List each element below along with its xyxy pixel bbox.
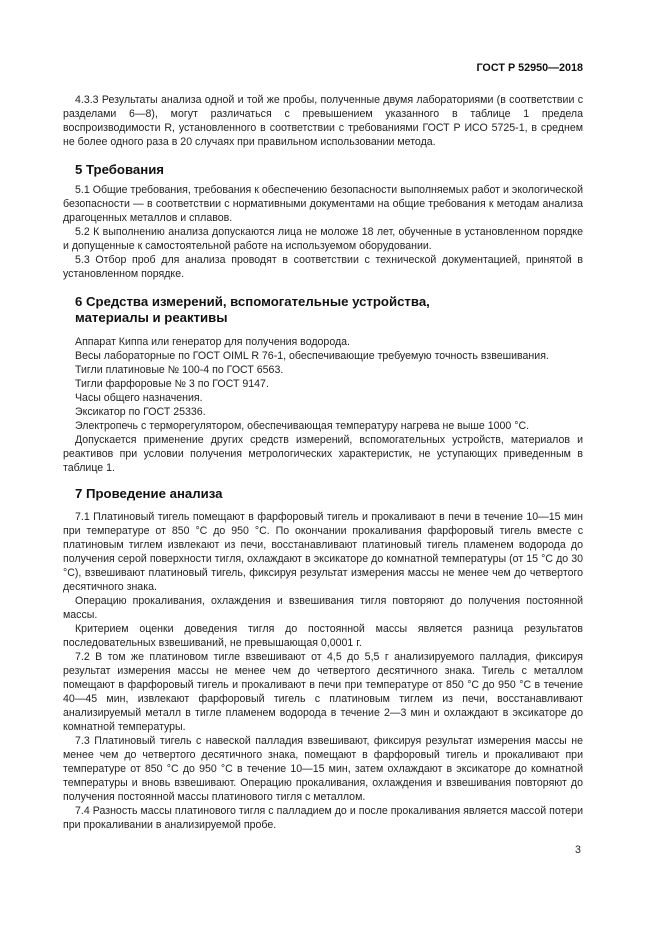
paragraph-5-2: 5.2 К выполнению анализа допускаются лица не моложе 18 лет, обученные в установленном порядке и допущенные к самостоятельной работе на используемом оборудовании. bbox=[63, 226, 583, 252]
equipment-item: Часы общего назначения. bbox=[75, 392, 203, 404]
section-5 bbox=[63, 162, 583, 281]
paragraph-5-1: 5.1 Общие требования, требования к обеспечению безопасности выполняемых работ и экологической безопасности — в соответствии с нормативными документами на общие требования к методам анализа драгоценных металлов и сплавов. bbox=[63, 184, 583, 224]
section-4-3-3 bbox=[63, 93, 583, 149]
equipment-item: Электропечь с терморегулятором, обеспечивающая температуру нагрева не выше 1000 °С. bbox=[75, 420, 530, 432]
document-header-id: ГОСТ Р 52950—2018 bbox=[476, 62, 583, 74]
equipment-item: Тигли платиновые № 100-4 по ГОСТ 6563. bbox=[75, 364, 284, 376]
equipment-item: Тигли фарфоровые № 3 по ГОСТ 9147. bbox=[75, 378, 269, 390]
section-6 bbox=[63, 294, 583, 475]
equipment-note: Допускается применение других средств измерений, вспомогательных устройств, материалов и реактивов при условии получения метрологических характеристик, не уступающих приведенным в таблице 1. bbox=[63, 434, 583, 474]
section-5-heading: 5 Требования bbox=[75, 162, 165, 177]
section-7-heading: 7 Проведение анализа bbox=[75, 486, 223, 501]
paragraph-7-1-criterion: Критерием оценки доведения тигля до постоянной массы является разница результатов последовательных взвешиваний, не превышающая 0,0001 г. bbox=[63, 623, 583, 649]
paragraph-7-1-repeat: Операцию прокаливания, охлаждения и взвешивания тигля повторяют до получения постоянной массы. bbox=[63, 595, 583, 621]
page-number: 3 bbox=[575, 844, 581, 856]
section-6-heading-line2: материалы и реактивы bbox=[75, 310, 228, 325]
paragraph-7-3: 7.3 Платиновый тигель с навеской палладия взвешивают, фиксируя результат измерения массы не менее чем до четвертого десятичного знака, помещают в фарфоровый тигель и прокаливают при температуре от 850 °С до 950 °С в течение 10—15 мин, затем охлаждают в эксикаторе до комнатной температуры и вновь взвешивают. Операцию прокаливания, охлаждения и взвешивания повторяют до получения постоянной массы платинового тигля с металлом. bbox=[63, 735, 583, 803]
section-7 bbox=[63, 486, 583, 832]
paragraph-7-1: 7.1 Платиновый тигель помещают в фарфоровый тигель и прокаливают в печи в течение 10—15 мин при температуре от 850 °С до 950 °С. По окончании прокаливания фарфоровый тигель вместе с платиновым тиглем извлекают из печи, восстанавливают платиновый тигель пламенем водорода до получения серой поверхности тигля, охлаждают в эксикаторе до комнатной температуры (от 15 °С до 30 °С), взвешивают платиновый тигель, фиксируя результат измерения массы не менее чем до четвертого десятичного знака. bbox=[63, 511, 583, 593]
section-6-heading-line1: 6 Средства измерений, вспомогательные устройства, bbox=[75, 294, 430, 309]
paragraph-7-2: 7.2 В том же платиновом тигле взвешивают от 4,5 до 5,5 г анализируемого палладия, фиксируя результат измерения массы не менее чем до четвертого десятичного знака. Тигель с металлом помещают в фарфоровый тигель и прокаливают в печи при температуре от 850 °С до 950 °С в течение 40—45 мин, извлекают фарфоровый тигель с платиновым тиглем из печи, восстанавливают анализируемый металл в тигле пламенем водорода в течение 2—3 мин и охлаждают в эксикаторе до комнатной температуры. bbox=[63, 651, 583, 733]
paragraph-5-3: 5.3 Отбор проб для анализа проводят в соответствии с технической документацией, принятой в установленном порядке. bbox=[63, 254, 583, 280]
equipment-item: Весы лабораторные по ГОСТ OIML R 76-1, обеспечивающие требуемую точность взвешивания. bbox=[75, 350, 549, 362]
paragraph-4-3-3: 4.3.3 Результаты анализа одной и той же пробы, полученные двумя лабораториями (в соответствии с разделами 6—8), могут различаться с превышением указанного в таблице 1 предела воспроизводимости R, установленного в соответствии с требованиями ГОСТ Р ИСО 5725-1, в среднем не более одного раза в 20 случаях при правильном использовании метода. bbox=[63, 94, 583, 148]
equipment-item: Эксикатор по ГОСТ 25336. bbox=[75, 406, 206, 418]
equipment-item: Аппарат Киппа или генератор для получения водорода. bbox=[75, 336, 350, 348]
paragraph-7-4: 7.4 Разность массы платинового тигля с палладием до и после прокаливания является массой потери при прокаливании в анализируемой пробе. bbox=[63, 805, 583, 831]
